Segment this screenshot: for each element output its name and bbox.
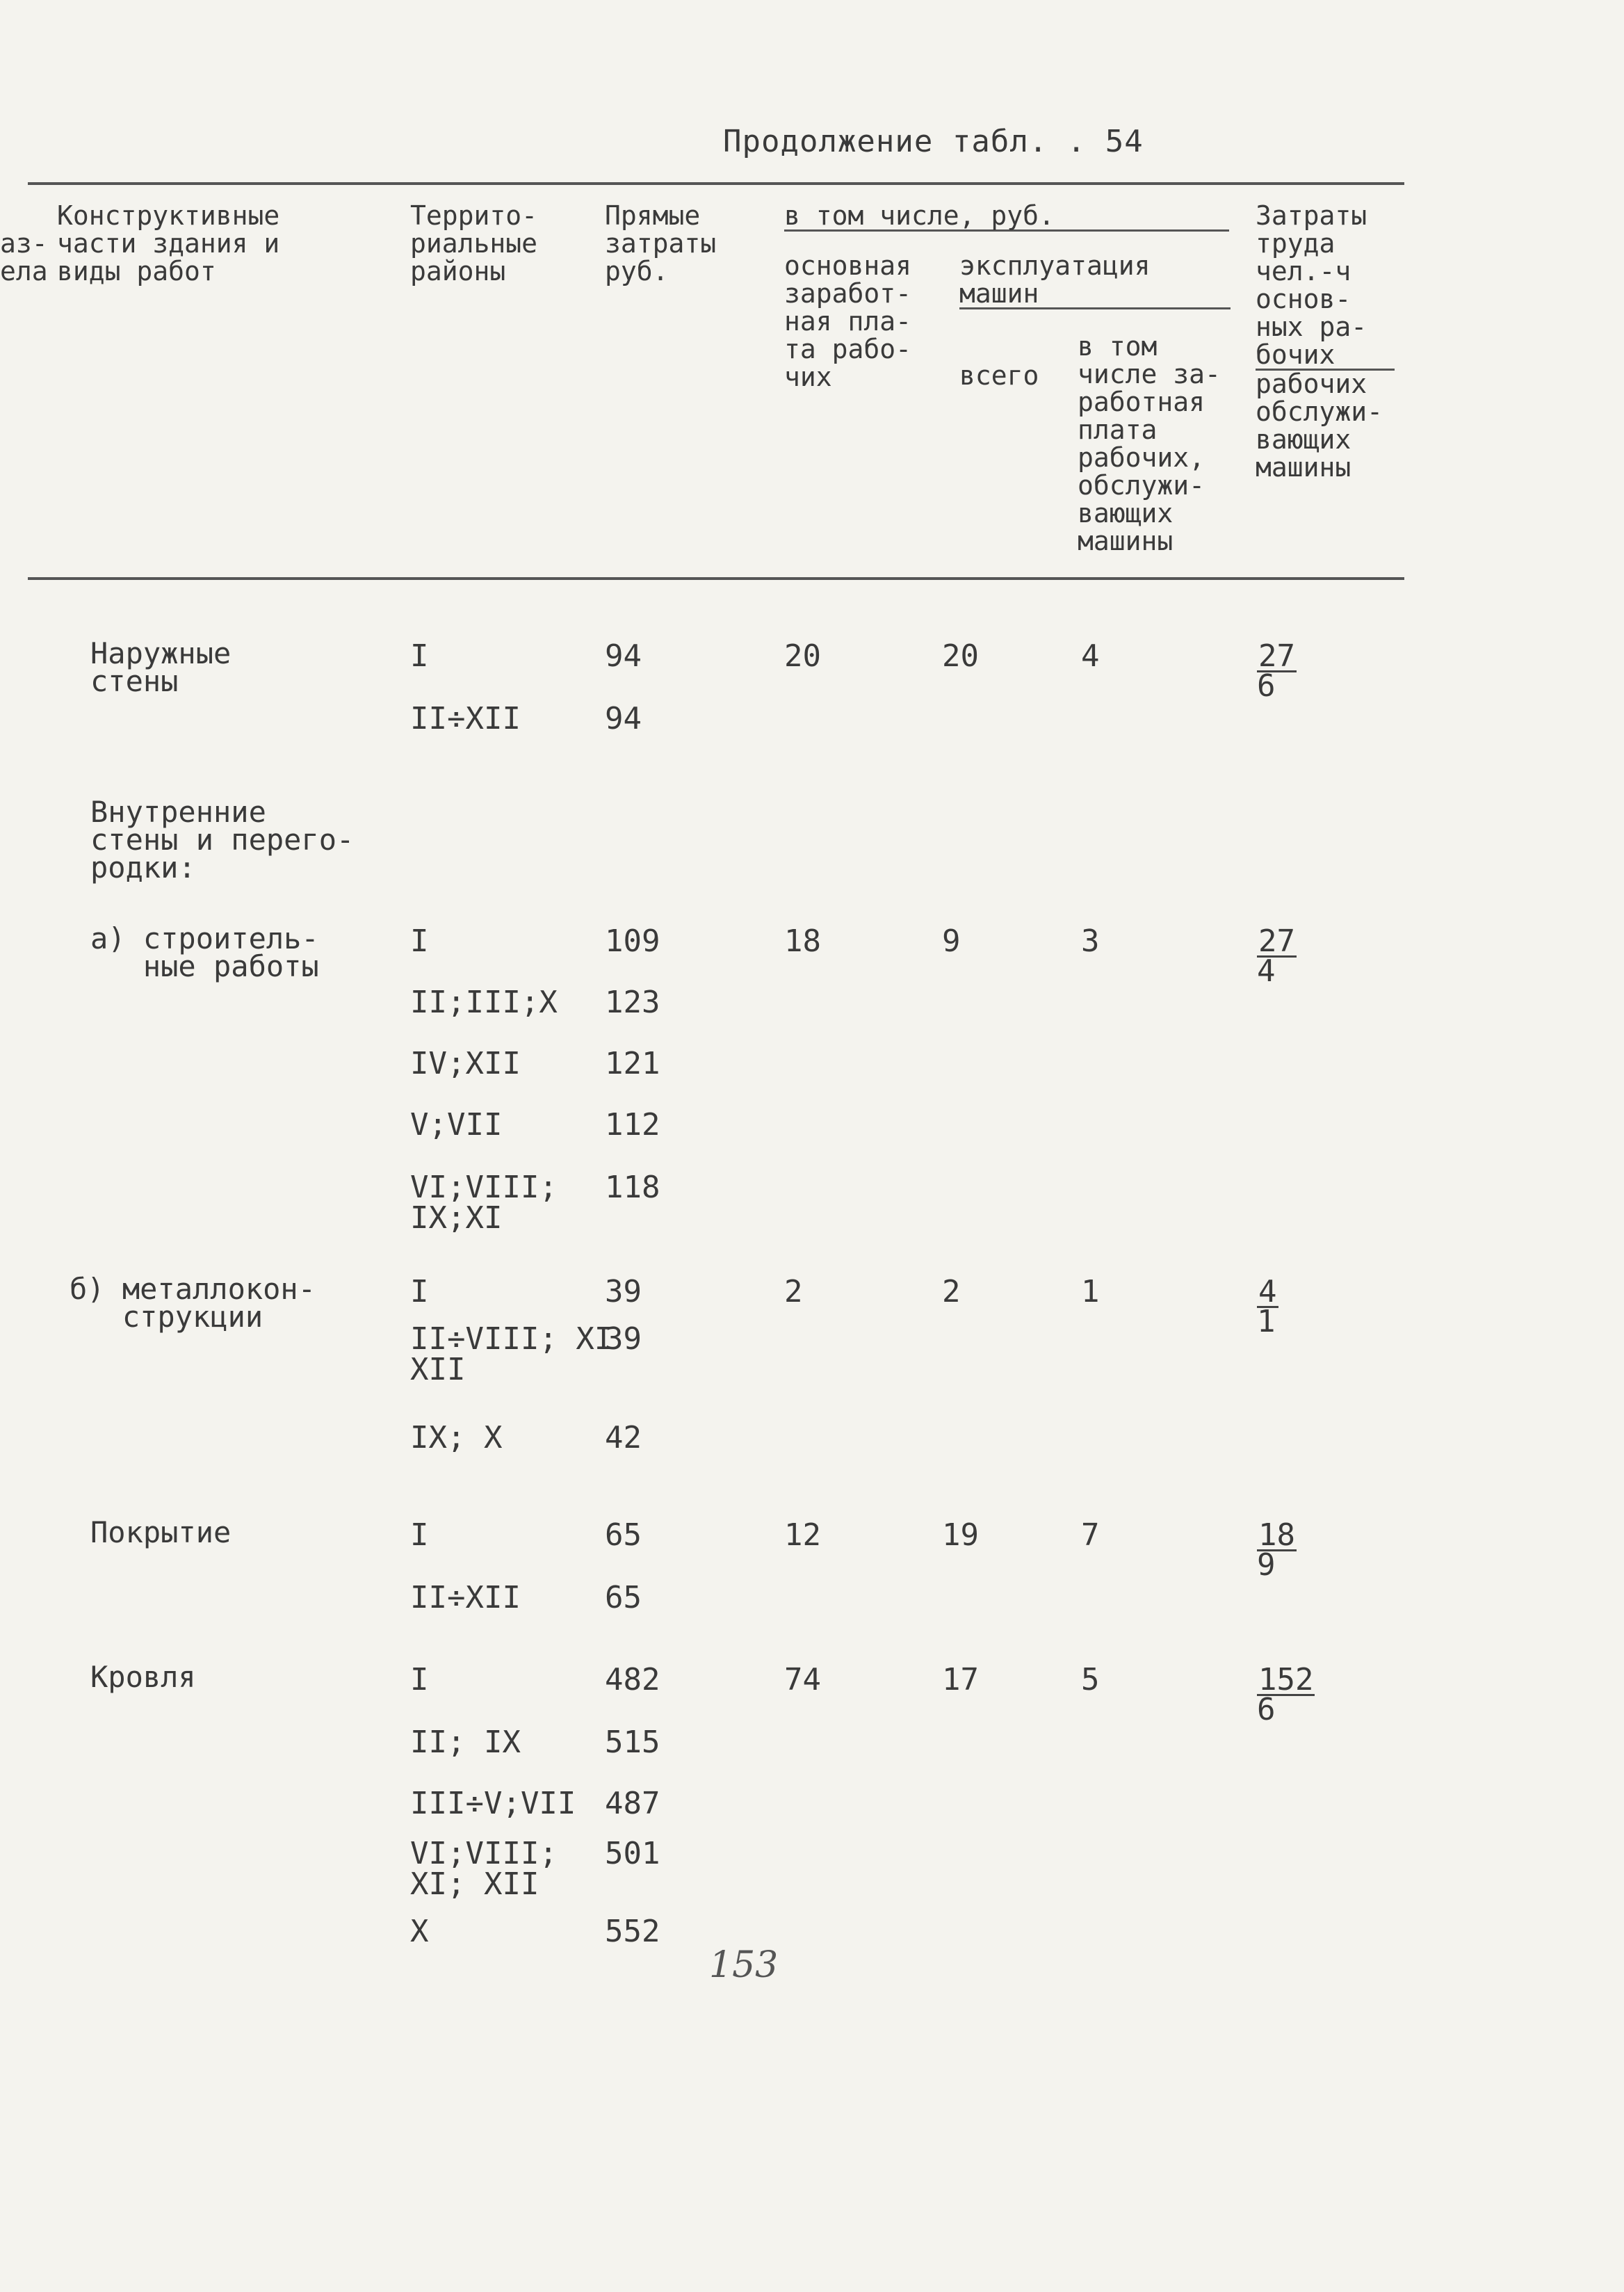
header-group: в том числе, руб. xyxy=(784,202,1229,232)
row-region: I xyxy=(410,638,429,674)
row-name: Внутренние стены и перего- родки: xyxy=(90,795,355,885)
labor-numerator: 18 xyxy=(1258,1517,1295,1553)
row-direct-cost: 112 xyxy=(605,1107,660,1143)
header-col2: Конструктивные части здания и виды работ xyxy=(57,200,280,286)
header-col8-bottom: рабочих обслужи- вающих машины xyxy=(1256,369,1383,483)
row-labor-fraction xyxy=(1257,638,1297,704)
row-labor-fraction xyxy=(1257,1662,1315,1727)
row-name: б) металлокон- струкции xyxy=(70,1272,316,1334)
row-region: VI;VIII; IX;XI xyxy=(410,1170,558,1236)
row-machine-wages: 5 xyxy=(1081,1662,1100,1697)
row-labor-fraction xyxy=(1257,1274,1278,1339)
row-machine-total: 19 xyxy=(942,1517,979,1553)
row-labor-fraction xyxy=(1257,923,1297,989)
row-direct-cost: 65 xyxy=(605,1580,642,1615)
row-wages: 20 xyxy=(784,638,821,674)
labor-denominator: 1 xyxy=(1257,1304,1276,1339)
labor-numerator: 27 xyxy=(1258,638,1295,674)
labor-denominator: 6 xyxy=(1257,1692,1276,1727)
header-bottom-rule xyxy=(28,577,1404,580)
header-col1-fragment: аз- ела xyxy=(0,228,48,286)
row-machine-wages: 1 xyxy=(1081,1274,1100,1309)
row-direct-cost: 487 xyxy=(605,1786,660,1821)
row-region: IX; X xyxy=(410,1420,503,1455)
row-direct-cost: 39 xyxy=(605,1274,642,1309)
row-region: V;VII xyxy=(410,1107,503,1143)
row-direct-cost: 109 xyxy=(605,923,660,959)
row-direct-cost: 123 xyxy=(605,985,660,1020)
row-region: VI;VIII; XI; XII xyxy=(410,1836,558,1902)
row-name: Наружные стены xyxy=(90,636,232,698)
row-region: I xyxy=(410,1274,429,1309)
row-direct-cost: 65 xyxy=(605,1517,642,1553)
row-name: Покрытие xyxy=(90,1515,232,1549)
row-name: а) строитель- ные работы xyxy=(90,921,319,983)
labor-denominator: 4 xyxy=(1257,953,1276,989)
row-region: II÷XII xyxy=(410,701,521,736)
row-direct-cost: 482 xyxy=(605,1662,660,1697)
row-wages: 2 xyxy=(784,1274,803,1309)
row-region: I xyxy=(410,1517,429,1553)
labor-denominator: 9 xyxy=(1257,1547,1276,1583)
row-direct-cost: 552 xyxy=(605,1914,660,1949)
header-col7: в том числе за- работная плата рабочих, обслужи- вающих машины xyxy=(1078,331,1221,556)
row-machine-wages: 3 xyxy=(1081,923,1100,959)
row-direct-cost: 42 xyxy=(605,1420,642,1455)
row-labor-fraction xyxy=(1257,1517,1297,1583)
row-machine-total: 9 xyxy=(942,923,961,959)
header-top-rule xyxy=(28,182,1404,185)
row-region: II; IX xyxy=(410,1725,521,1760)
row-direct-cost: 118 xyxy=(605,1170,660,1205)
row-wages: 18 xyxy=(784,923,821,959)
row-machine-wages: 4 xyxy=(1081,638,1100,674)
header-exp-group: эксплуатация машин xyxy=(959,252,1231,309)
header-col3: Террито- риальные районы xyxy=(410,200,538,286)
row-region: II;III;X xyxy=(410,985,558,1020)
page-number: 153 xyxy=(709,1944,779,1986)
labor-numerator: 27 xyxy=(1258,923,1295,959)
row-region: II÷XII xyxy=(410,1580,521,1615)
row-region: I xyxy=(410,923,429,959)
header-col8-under: бочих xyxy=(1256,341,1395,371)
row-region: III÷V;VII xyxy=(410,1786,576,1821)
row-region: II÷VIII; XI XII xyxy=(410,1321,613,1387)
row-wages: 12 xyxy=(784,1517,821,1553)
row-machine-total: 20 xyxy=(942,638,979,674)
row-region: IV;XII xyxy=(410,1046,521,1081)
labor-denominator: 6 xyxy=(1257,668,1276,704)
table-caption: Продолжение табл. . 54 xyxy=(723,124,1144,159)
labor-numerator: 152 xyxy=(1258,1662,1314,1697)
row-region: I xyxy=(410,1662,429,1697)
header-col4: Прямые затраты руб. xyxy=(605,200,717,286)
row-region: X xyxy=(410,1914,429,1949)
header-col6: всего xyxy=(959,360,1039,391)
labor-numerator: 4 xyxy=(1258,1274,1277,1309)
row-machine-total: 17 xyxy=(942,1662,979,1697)
row-machine-wages: 7 xyxy=(1081,1517,1100,1553)
header-col8-top: Затраты труда чел.-ч основ- ных ра- xyxy=(1256,200,1367,342)
row-direct-cost: 121 xyxy=(605,1046,660,1081)
header-col5: основная заработ- ная пла- та рабо- чих xyxy=(784,250,912,392)
row-wages: 74 xyxy=(784,1662,821,1697)
row-direct-cost: 39 xyxy=(605,1321,642,1357)
row-direct-cost: 515 xyxy=(605,1725,660,1760)
row-machine-total: 2 xyxy=(942,1274,961,1309)
row-direct-cost: 501 xyxy=(605,1836,660,1871)
row-name: Кровля xyxy=(90,1660,196,1694)
row-direct-cost: 94 xyxy=(605,701,642,736)
row-direct-cost: 94 xyxy=(605,638,642,674)
